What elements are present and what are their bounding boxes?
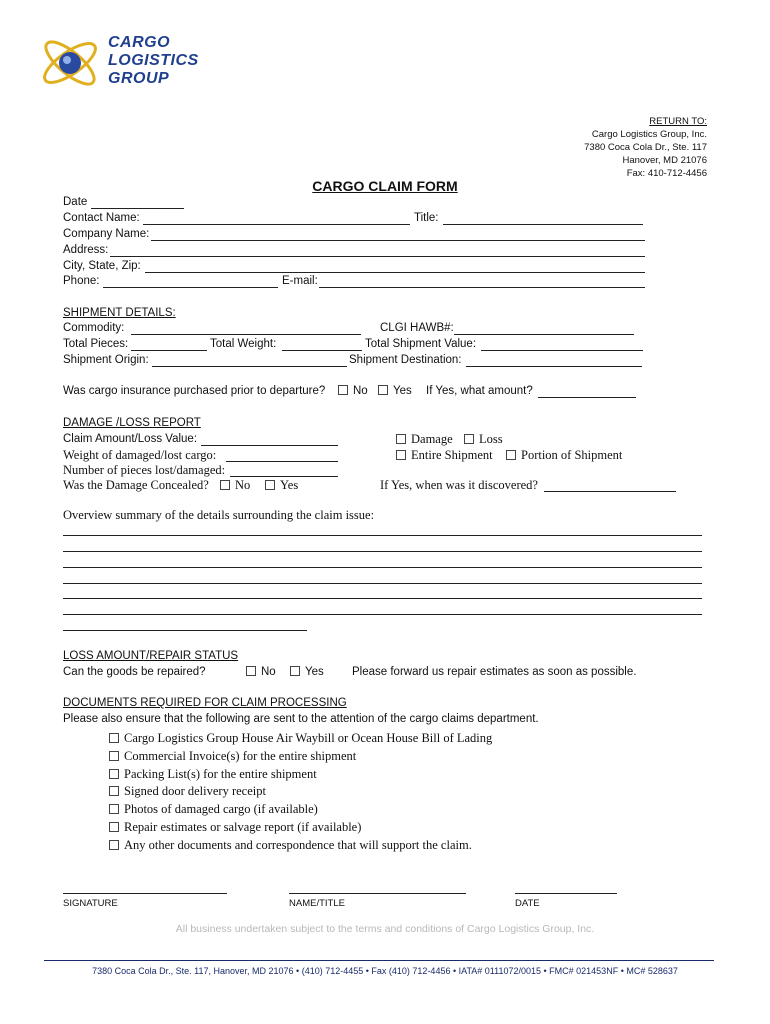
contact-name-field[interactable] xyxy=(143,224,410,225)
logo-line3: GROUP xyxy=(108,70,170,87)
damaged-weight-field[interactable] xyxy=(226,461,338,462)
loss-option[interactable] xyxy=(464,432,503,447)
damage-option-label: Damage xyxy=(411,432,453,446)
checkbox-icon xyxy=(220,480,230,490)
overview-line[interactable] xyxy=(63,614,702,615)
commodity-label: Commodity: xyxy=(63,322,125,334)
total-value-label: Total Shipment Value: xyxy=(365,338,477,350)
checkbox-icon xyxy=(506,450,516,460)
company-field[interactable] xyxy=(151,240,645,241)
overview-line[interactable] xyxy=(63,551,702,552)
entire-shipment-label: Entire Shipment xyxy=(411,448,493,462)
total-pieces-field[interactable] xyxy=(131,350,207,351)
phone-field[interactable] xyxy=(103,287,278,288)
document-item[interactable]: Packing List(s) for the entire shipment xyxy=(109,766,492,784)
checkbox-icon xyxy=(246,666,256,676)
return-to-heading: RETURN TO: xyxy=(649,116,707,127)
date-label: Date xyxy=(63,196,88,208)
checkbox-icon xyxy=(396,450,406,460)
claim-amount-field[interactable] xyxy=(201,445,338,446)
signature-date-label: DATE xyxy=(515,898,540,909)
checkbox-icon xyxy=(109,786,119,796)
signature-date-field[interactable] xyxy=(515,893,617,894)
document-item[interactable]: Commercial Invoice(s) for the entire shipment xyxy=(109,748,492,766)
total-weight-label: Total Weight: xyxy=(210,338,277,350)
overview-line[interactable] xyxy=(63,535,702,536)
damaged-weight-label: Weight of damaged/lost cargo: xyxy=(63,448,217,462)
city-label: City, State, Zip: xyxy=(63,260,141,272)
return-to-line: Fax: 410-712-4456 xyxy=(626,168,707,179)
overview-line[interactable] xyxy=(63,583,702,584)
checkbox-icon xyxy=(378,385,388,395)
phone-label: Phone: xyxy=(63,275,100,287)
globe-orbit-icon xyxy=(36,28,108,98)
claim-amount-label: Claim Amount/Loss Value: xyxy=(63,433,198,445)
signature-label: SIGNATURE xyxy=(63,898,118,909)
checkbox-icon xyxy=(290,666,300,676)
entire-shipment-option[interactable] xyxy=(396,448,493,463)
overview-label: Overview summary of the details surrounding the claim issue: xyxy=(63,508,375,522)
origin-label: Shipment Origin: xyxy=(63,354,149,366)
insurance-yes-label: Yes xyxy=(393,385,412,397)
document-item[interactable]: Signed door delivery receipt xyxy=(109,783,492,801)
concealed-no-label: No xyxy=(235,478,251,492)
checkbox-icon xyxy=(338,385,348,395)
return-to-line: 7380 Coca Cola Dr., Ste. 117 xyxy=(584,142,707,153)
discovered-label: If Yes, when was it discovered? xyxy=(380,478,538,492)
insurance-no-option[interactable] xyxy=(338,385,368,397)
email-field[interactable] xyxy=(319,287,645,288)
footer-divider xyxy=(44,960,714,961)
contact-name-label: Contact Name: xyxy=(63,212,140,224)
insurance-no-label: No xyxy=(353,385,368,397)
insurance-amount-field[interactable] xyxy=(538,397,636,398)
city-field[interactable] xyxy=(145,272,645,273)
shipment-heading: SHIPMENT DETAILS: xyxy=(63,307,176,319)
concealed-label: Was the Damage Concealed? xyxy=(63,478,209,492)
date-field[interactable] xyxy=(91,208,184,209)
repair-note: Please forward us repair estimates as soon as possible. xyxy=(352,666,637,678)
concealed-yes-option[interactable] xyxy=(265,478,298,493)
signature-field[interactable] xyxy=(63,893,227,894)
repair-heading: LOSS AMOUNT/REPAIR STATUS xyxy=(63,650,239,662)
commodity-field[interactable] xyxy=(131,334,361,335)
repair-yes-option[interactable] xyxy=(290,666,324,678)
checkbox-icon xyxy=(396,434,406,444)
return-to-line: Hanover, MD 21076 xyxy=(622,155,707,166)
portion-shipment-option[interactable] xyxy=(506,448,622,463)
documents-heading: DOCUMENTS REQUIRED FOR CLAIM PROCESSING xyxy=(63,697,347,709)
logo-line1: CARGO xyxy=(108,34,171,51)
return-to-line: Cargo Logistics Group, Inc. xyxy=(591,129,707,140)
address-label: Address: xyxy=(63,244,109,256)
checkbox-icon xyxy=(109,840,119,850)
title-label: Title: xyxy=(414,212,439,224)
insurance-amount-label: If Yes, what amount? xyxy=(426,385,533,397)
concealed-yes-label: Yes xyxy=(280,478,299,492)
return-to-block xyxy=(584,115,707,180)
company-label: Company Name: xyxy=(63,228,150,240)
origin-field[interactable] xyxy=(152,366,347,367)
damage-heading: DAMAGE /LOSS REPORT xyxy=(63,417,201,429)
disclaimer: All business undertaken subject to the terms and conditions of Cargo Logistics Group, Inc. xyxy=(175,923,595,935)
checkbox-icon xyxy=(265,480,275,490)
title-field[interactable] xyxy=(443,224,643,225)
damage-option[interactable] xyxy=(396,432,453,447)
document-item[interactable]: Repair estimates or salvage report (if available) xyxy=(109,819,492,837)
checkbox-icon xyxy=(109,751,119,761)
document-item[interactable]: Any other documents and correspondence that will support the claim. xyxy=(109,837,492,855)
address-field[interactable] xyxy=(110,256,645,257)
total-weight-field[interactable] xyxy=(282,350,362,351)
documents-list xyxy=(109,730,492,855)
email-label: E-mail: xyxy=(282,275,318,287)
company-logo xyxy=(36,28,216,98)
pieces-lost-label: Number of pieces lost/damaged: xyxy=(63,463,226,477)
loss-option-label: Loss xyxy=(479,432,503,446)
insurance-yes-option[interactable] xyxy=(378,385,412,397)
destination-label: Shipment Destination: xyxy=(349,354,462,366)
checkbox-icon xyxy=(109,822,119,832)
checkbox-icon xyxy=(464,434,474,444)
repair-no-label: No xyxy=(261,666,276,678)
hawb-field[interactable] xyxy=(454,334,634,335)
documents-intro: Please also ensure that the following are sent to the attention of the cargo claims department. xyxy=(63,713,539,725)
repair-question: Can the goods be repaired? xyxy=(63,666,206,678)
concealed-no-option[interactable] xyxy=(220,478,250,493)
checkbox-icon xyxy=(109,733,119,743)
portion-shipment-label: Portion of Shipment xyxy=(521,448,623,462)
document-item[interactable]: Cargo Logistics Group House Air Waybill or Ocean House Bill of Lading xyxy=(109,730,492,748)
name-title-field[interactable] xyxy=(289,893,466,894)
footer-text: 7380 Coca Cola Dr., Ste. 117, Hanover, MD 21076 • (410) 712-4455 • Fax (410) 712-4456 • IATA# 0111072/0015 • FMC# 021453NF • MC# 528637 xyxy=(92,966,678,976)
repair-no-option[interactable] xyxy=(246,666,276,678)
form-title: CARGO CLAIM FORM xyxy=(312,178,458,194)
repair-yes-label: Yes xyxy=(305,666,324,678)
name-title-label: NAME/TITLE xyxy=(289,898,345,909)
document-item[interactable]: Photos of damaged cargo (if available) xyxy=(109,801,492,819)
discovered-field[interactable] xyxy=(544,491,676,492)
checkbox-icon xyxy=(109,804,119,814)
logo-line2: LOGISTICS xyxy=(108,52,199,69)
destination-field[interactable] xyxy=(466,366,642,367)
pieces-lost-field[interactable] xyxy=(230,476,338,477)
hawb-label: CLGI HAWB#: xyxy=(380,322,454,334)
overview-line[interactable] xyxy=(63,630,307,631)
total-pieces-label: Total Pieces: xyxy=(63,338,129,350)
insurance-question: Was cargo insurance purchased prior to departure? xyxy=(63,385,326,397)
checkbox-icon xyxy=(109,769,119,779)
total-value-field[interactable] xyxy=(481,350,643,351)
overview-line[interactable] xyxy=(63,567,702,568)
overview-line[interactable] xyxy=(63,598,702,599)
